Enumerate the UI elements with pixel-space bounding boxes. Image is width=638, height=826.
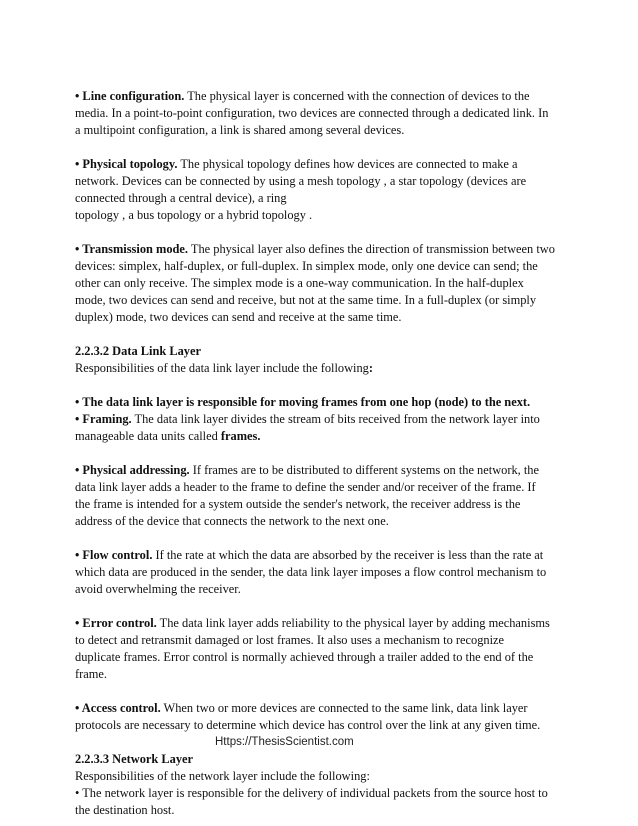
text-line <box>75 700 575 717</box>
text-line <box>75 632 575 649</box>
bold-lead: • Error control. <box>75 616 157 630</box>
text-line <box>75 394 575 411</box>
line-text: frame. <box>75 667 107 681</box>
line-text: topology , a bus topology or a hybrid topology . <box>75 208 313 222</box>
bold-trail: frames. <box>220 429 261 443</box>
text-line <box>75 241 575 258</box>
bold-lead: • Access control. <box>75 701 161 715</box>
line-text: If the rate at which the data are absorbed by the receiver is less than the rate at <box>152 548 544 562</box>
text-line <box>75 105 575 122</box>
document-content <box>75 88 575 819</box>
text-line <box>75 173 575 190</box>
line-text: mode, two devices can send and receive, but not at the same time. In a full-duplex (or simply <box>75 293 537 307</box>
text-line <box>75 751 575 768</box>
bold-lead: • The data link layer is responsible for moving frames from one hop (node) to the next. <box>75 395 531 409</box>
text-line <box>75 207 575 224</box>
text-line <box>75 802 575 819</box>
paragraph-gap <box>75 598 575 615</box>
text-line <box>75 462 575 479</box>
line-text: devices: simplex, half-duplex, or full-duplex. In simplex mode, only one device can send; the <box>75 259 538 273</box>
text-line <box>75 309 575 326</box>
line-text: • The network layer is responsible for the delivery of individual packets from the source host to <box>75 786 548 800</box>
text-line <box>75 190 575 207</box>
line-text: Responsibilities of the data link layer include the following <box>75 361 369 375</box>
paragraph-gap <box>75 530 575 547</box>
line-text: the frame is intended for a system outside the sender's network, the receiver address is the <box>75 497 521 511</box>
line-text: protocols are necessary to determine which device has control over the link at any given time. <box>75 718 541 732</box>
paragraph <box>75 751 575 819</box>
line-text: The physical topology defines how devices are connected to make a <box>177 157 518 171</box>
line-text: a multipoint configuration, a link is shared among several devices. <box>75 123 405 137</box>
paragraph-gap <box>75 377 575 394</box>
line-text: connected through a central device), a ring <box>75 191 287 205</box>
text-line <box>75 785 575 802</box>
text-line <box>75 717 575 734</box>
text-line <box>75 496 575 513</box>
bold-lead: • Flow control. <box>75 548 153 562</box>
line-text: other can only receive. The simplex mode is a one-way communication. In the half-duplex <box>75 276 524 290</box>
line-text: media. In a point-to-point configuration, two devices are connected through a dedicated link. In <box>75 106 549 120</box>
text-line <box>75 615 575 632</box>
paragraph-gap <box>75 326 575 343</box>
paragraph-gap <box>75 224 575 241</box>
bold-lead: 2.2.3.3 Network Layer <box>75 752 194 766</box>
line-text: network. Devices can be connected by using a mesh topology , a star topology (devices are <box>75 174 527 188</box>
line-text: The data link layer divides the stream of bits received from the network layer into <box>131 412 540 426</box>
line-text: duplicate frames. Error control is normally achieved through a trailer added to the end of the <box>75 650 534 664</box>
text-line <box>75 156 575 173</box>
paragraph <box>75 547 575 598</box>
bold-trail: : <box>368 361 374 375</box>
text-line <box>75 275 575 292</box>
bold-lead: • Physical topology. <box>75 157 178 171</box>
line-text: the destination host. <box>75 803 175 817</box>
text-line <box>75 666 575 683</box>
line-text: If frames are to be distributed to different systems on the network, the <box>189 463 539 477</box>
line-text: manageable data units called <box>75 429 221 443</box>
text-line <box>75 649 575 666</box>
line-text: When two or more devices are connected to the same link, data link layer <box>160 701 528 715</box>
paragraph <box>75 394 575 445</box>
paragraph-gap <box>75 139 575 156</box>
line-text: The physical layer is concerned with the connection of devices to the <box>184 89 530 103</box>
text-line <box>75 258 575 275</box>
text-line <box>75 360 575 377</box>
paragraph <box>75 156 575 224</box>
text-line <box>75 547 575 564</box>
text-line <box>75 581 575 598</box>
paragraph <box>75 615 575 683</box>
text-line <box>75 513 575 530</box>
text-line <box>75 768 575 785</box>
line-text: which data are produced in the sender, the data link layer imposes a flow control mechanism to <box>75 565 547 579</box>
paragraph <box>75 700 575 734</box>
bold-lead: 2.2.3.2 Data Link Layer <box>75 344 201 358</box>
paragraph <box>75 88 575 139</box>
text-line <box>75 292 575 309</box>
text-line <box>75 343 575 360</box>
line-text: avoid overwhelming the receiver. <box>75 582 241 596</box>
bold-lead: • Transmission mode. <box>75 242 189 256</box>
page-footer-url[interactable]: Https://ThesisScientist.com <box>215 736 354 748</box>
bold-lead: • Framing. <box>75 412 132 426</box>
paragraph <box>75 462 575 530</box>
paragraph <box>75 343 575 377</box>
text-line <box>75 88 575 105</box>
paragraph-gap <box>75 683 575 700</box>
paragraph <box>75 241 575 326</box>
text-line <box>75 564 575 581</box>
line-text: data link layer adds a header to the frame to define the sender and/or receiver of the frame. If <box>75 480 536 494</box>
line-text: to detect and retransmit damaged or lost frames. It also uses a mechanism to recognize <box>75 633 505 647</box>
line-text: Responsibilities of the network layer include the following: <box>75 769 370 783</box>
line-text: address of the device that connects the network to the next one. <box>75 514 389 528</box>
bold-lead: • Physical addressing. <box>75 463 190 477</box>
line-text: The physical layer also defines the direction of transmission between two <box>188 242 555 256</box>
line-text: The data link layer adds reliability to the physical layer by adding mechanisms <box>156 616 550 630</box>
line-text: duplex) mode, two devices can send and receive at the same time. <box>75 310 402 324</box>
text-line <box>75 479 575 496</box>
paragraph-gap <box>75 445 575 462</box>
text-line <box>75 428 575 445</box>
text-line <box>75 122 575 139</box>
text-line <box>75 411 575 428</box>
document-body <box>75 88 575 819</box>
bold-lead: • Line configuration. <box>75 89 185 103</box>
